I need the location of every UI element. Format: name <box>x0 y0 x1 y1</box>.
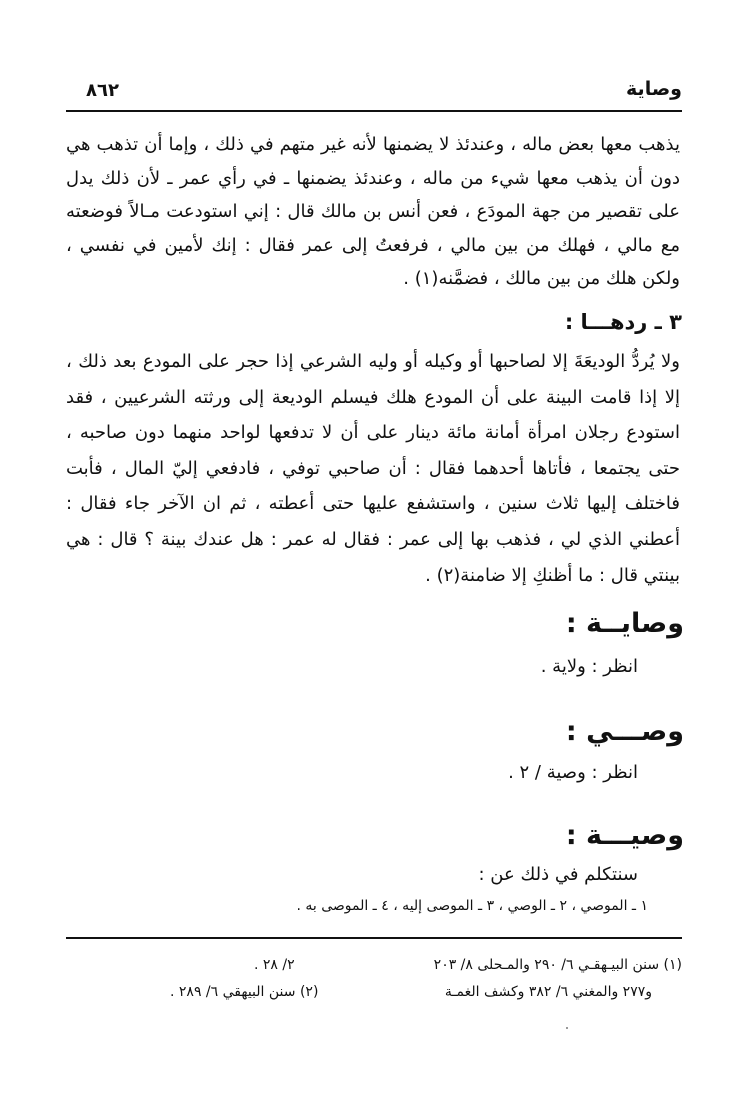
header-divider <box>66 110 682 112</box>
paragraph-deposit-return: ولا يُردُّ الوديعَةَ إلا لصاحبها أو وكيله أو وليه الشرعي إذا حجر على المودع بعد ذلك ، إلا إذا قامت البينة على أن المودع هلك فيسلم الوديعة إلى ورثته الشرعيين ، فقد استودع رجلان امرأة أمانة مائة دينار على أن لا تدفعها لواحد منهما دون صاحبه ، حتى يجتمعا ، فأتاها أحدهما فقال : أن صاحبي توفي ، فادفعي إليّ المال ، فأبت فاختلف إليها ثلاث سنين ، واستشفع عليها حتى أعطته ، ثم ان الآخر جاء فقال : أعطني الذي لي ، فذهب بها إلى عمر : فقال له عمر : هل عندك بينة ؟ قال : هي بينتي قال : ما أظنكِ إلا ضامنة(٢) . <box>66 351 680 586</box>
entry-topic-list: ١ ـ الموصي ، ٢ ـ الوصي ، ٣ ـ الموصى إليه ، ٤ ـ الموصى به . <box>296 898 648 914</box>
entry-heading-wasiya: وصيـــة : <box>565 820 684 851</box>
entry-cross-reference: انظر : وصية / ٢ . <box>508 762 638 783</box>
entry-intro: سنتكلم في ذلك عن : <box>478 864 638 885</box>
entry-cross-reference: انظر : ولاية . <box>540 656 638 677</box>
entry-heading-wisaya: وصايــة : <box>565 608 684 639</box>
footnote-divider <box>66 937 682 939</box>
scan-speck <box>566 1027 568 1029</box>
page-number: ٨٦٢ <box>86 80 119 101</box>
footnote-1-line2: و٢٧٧ والمغني ٦/ ٣٨٢ وكشف الغمـة <box>444 984 652 1000</box>
running-header <box>86 78 682 106</box>
section-heading-return: ٣ ـ ردهـــا : <box>564 310 682 334</box>
paragraph-deposit-loss: يذهب معها بعض ماله ، وعندئذ لا يضمنها لأنه غير متهم في ذلك ، وإما أن تذهب هي دون أن يذهب معها شيء من ماله ، وعندئذ يضمنها ـ في رأي عمر ـ لأن ذلك يدل على تقصير من جهة المودَع ، فعن أنس بن مالك قال : إني استودعت مـالاً فوضعته مع مالي ، فهلك من بين مالي ، فرفعتُ إلى عمر فقال : إنك لأمين في نفسي ، ولكن هلك من بين مالك ، فضمَّنه(١) . <box>66 134 680 290</box>
footnote-2: (٢) سنن البيهقي ٦/ ٢٨٩ . <box>170 984 319 1000</box>
header-title: وصاية <box>626 78 682 100</box>
entry-heading-wasi: وصـــي : <box>565 716 684 747</box>
footnote-1: (١) سنن البيـهقـي ٦/ ٢٩٠ والمـحلى ٨/ ٢٠٣ <box>433 957 682 973</box>
footnote-1-continued: ٢/ ٢٨ . <box>254 957 295 973</box>
